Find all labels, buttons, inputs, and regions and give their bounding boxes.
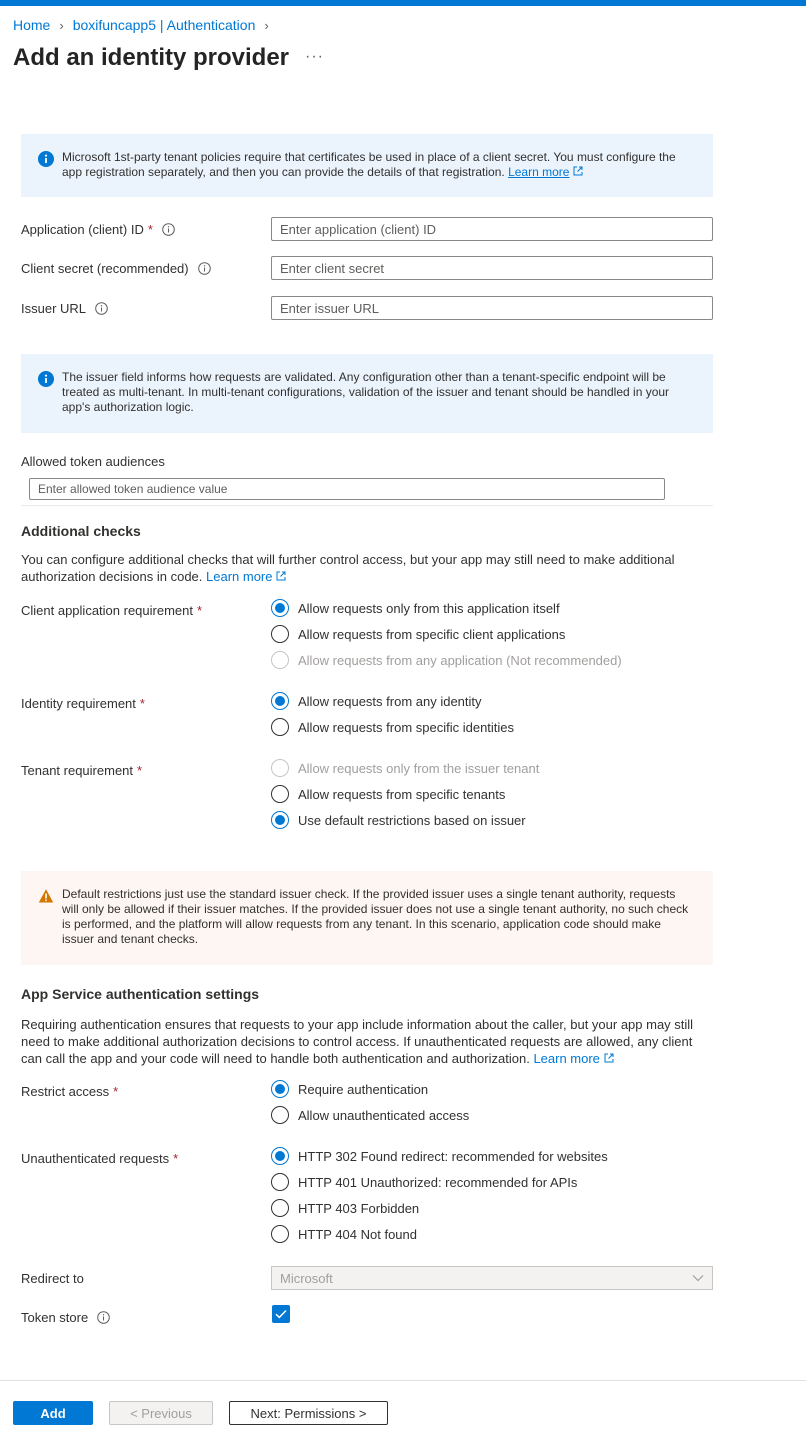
radio-label: Allow requests only from this application itself	[298, 600, 560, 616]
redirect-to-label: Redirect to	[21, 1271, 84, 1286]
app-service-auth-description	[21, 1016, 711, 1067]
radio-http-401[interactable]	[271, 1173, 577, 1191]
external-link-icon	[573, 166, 583, 176]
radio-http-302[interactable]	[271, 1147, 608, 1165]
radio-label: Allow unauthenticated access	[298, 1107, 470, 1123]
radio-label: Allow requests from any identity	[298, 693, 482, 709]
unauthenticated-requests-label	[21, 1151, 178, 1166]
next-permissions-button[interactable]: Next: Permissions >	[229, 1401, 388, 1425]
token-store-checkbox[interactable]	[272, 1305, 290, 1323]
chevron-down-icon	[692, 1274, 704, 1282]
radio-circle	[271, 718, 289, 736]
radio-circle	[271, 1080, 289, 1098]
checkmark-icon	[275, 1309, 287, 1319]
radio-circle	[271, 1106, 289, 1124]
radio-allow-unauthenticated[interactable]	[271, 1106, 469, 1124]
restrict-access-label	[21, 1084, 118, 1099]
token-audiences-label: Allowed token audiences	[21, 454, 165, 469]
issuer-url-input[interactable]	[271, 296, 713, 320]
radio-client-app-specific[interactable]	[271, 625, 565, 643]
app-service-auth-title: App Service authentication settings	[21, 986, 260, 1002]
warning-banner-text: Default restrictions just use the standard issuer check. If the provided issuer uses a single tenant authority, requests will only be allowed if their issuer matches. If the provided issuer does not use a single tenant authority, no such check is performed, and the platform will allow requests from any tenant. In this scenario, application code should make issuer and tenant checks.	[62, 887, 689, 946]
additional-checks-title: Additional checks	[21, 523, 141, 539]
radio-client-app-any	[271, 651, 622, 669]
required-marker: *	[147, 222, 153, 237]
app-service-auth-text: Requiring authentication ensures that requests to your app include information about the caller, but your app may still need to make additional authorization decisions to control access. If unauthenticated requests are allowed, any client can call the app and your code will need to handle both authentication and authorization.	[21, 1017, 694, 1066]
required-marker: *	[113, 1084, 119, 1099]
redirect-to-value: Microsoft	[280, 1270, 333, 1286]
issuer-url-label	[21, 301, 108, 316]
external-link-icon	[604, 1053, 614, 1063]
chevron-right-icon: ›	[264, 17, 269, 33]
info-banner-text: The issuer field informs how requests are validated. Any configuration other than a tenant-specific endpoint will be treated as multi-tenant. In multi-tenant configurations, validation of the issuer and tenant should be handled in your app's authorization logic.	[62, 370, 670, 414]
identity-requirement-label	[21, 696, 145, 711]
learn-more-link[interactable]: Learn more	[508, 165, 570, 179]
required-marker: *	[173, 1151, 179, 1166]
client-app-requirement-text: Client application requirement	[21, 603, 193, 618]
client-id-label-text: Application (client) ID	[21, 222, 144, 237]
radio-identity-any[interactable]	[271, 692, 482, 710]
more-options-icon[interactable]: ···	[305, 48, 324, 65]
radio-http-403[interactable]	[271, 1199, 419, 1217]
radio-circle	[271, 759, 289, 777]
footer-divider	[0, 1380, 806, 1381]
radio-circle	[271, 625, 289, 643]
radio-label: Allow requests from any application (Not recommended)	[298, 652, 622, 668]
info-tooltip-icon[interactable]	[95, 302, 108, 315]
radio-label: Allow requests from specific tenants	[298, 786, 506, 802]
learn-more-link[interactable]: Learn more	[533, 1051, 600, 1066]
radio-circle	[271, 599, 289, 617]
radio-circle	[271, 1147, 289, 1165]
breadcrumb-home[interactable]: Home	[13, 17, 51, 33]
token-store-label	[21, 1310, 110, 1325]
radio-tenant-default[interactable]	[271, 811, 526, 829]
top-accent-bar	[0, 0, 806, 6]
add-button[interactable]: Add	[13, 1401, 93, 1425]
radio-circle	[271, 651, 289, 669]
radio-circle	[271, 1225, 289, 1243]
client-id-input[interactable]	[271, 217, 713, 241]
required-marker: *	[139, 696, 145, 711]
client-app-requirement-label	[21, 603, 202, 618]
restrict-access-text: Restrict access	[21, 1084, 110, 1099]
required-marker: *	[137, 763, 143, 778]
info-icon	[38, 371, 54, 387]
radio-circle	[271, 1173, 289, 1191]
identity-requirement-text: Identity requirement	[21, 696, 136, 711]
chevron-right-icon: ›	[59, 17, 64, 33]
radio-label: Use default restrictions based on issuer	[298, 812, 526, 828]
divider	[21, 505, 713, 506]
radio-require-authentication[interactable]	[271, 1080, 428, 1098]
radio-label: Allow requests from specific identities	[298, 719, 515, 735]
client-secret-label-text: Client secret (recommended)	[21, 261, 189, 276]
tenant-requirement-label	[21, 763, 142, 778]
info-banner-certificates	[21, 134, 713, 197]
radio-label: HTTP 404 Not found	[298, 1226, 417, 1242]
info-tooltip-icon[interactable]	[198, 262, 211, 275]
radio-label: Allow requests only from the issuer tenant	[298, 760, 540, 776]
breadcrumb	[13, 17, 278, 33]
radio-label: Allow requests from specific client applications	[298, 626, 566, 642]
info-banner-text: Microsoft 1st-party tenant policies require that certificates be used in place of a client secret. You must configure the app registration separately, and then you can provide the details of that registration.	[62, 150, 676, 179]
client-id-label	[21, 222, 175, 237]
additional-checks-description	[21, 551, 711, 585]
radio-circle	[271, 785, 289, 803]
unauthenticated-requests-text: Unauthenticated requests	[21, 1151, 170, 1166]
warning-icon	[38, 888, 54, 904]
radio-label: HTTP 302 Found redirect: recommended for websites	[298, 1148, 608, 1164]
client-secret-label	[21, 261, 211, 276]
radio-circle	[271, 1199, 289, 1217]
radio-label: HTTP 403 Forbidden	[298, 1200, 420, 1216]
breadcrumb-app[interactable]: boxifuncapp5 | Authentication	[72, 17, 256, 33]
radio-client-app-this-app[interactable]	[271, 599, 560, 617]
additional-checks-text: You can configure additional checks that will further control access, but your app may still need to make additional authorization decisions in code.	[21, 552, 675, 584]
radio-circle	[271, 692, 289, 710]
required-marker: *	[196, 603, 203, 618]
warning-banner	[21, 871, 713, 965]
learn-more-link[interactable]: Learn more	[206, 569, 273, 584]
radio-tenant-specific[interactable]	[271, 785, 505, 803]
radio-circle	[271, 811, 289, 829]
token-audience-input[interactable]	[29, 478, 665, 500]
info-tooltip-icon[interactable]	[162, 223, 175, 236]
info-icon	[38, 151, 54, 167]
radio-http-404[interactable]	[271, 1225, 417, 1243]
radio-label: HTTP 401 Unauthorized: recommended for APIs	[298, 1174, 578, 1190]
client-secret-input[interactable]	[271, 256, 713, 280]
previous-button: < Previous	[109, 1401, 213, 1425]
page-title: Add an identity provider	[13, 44, 290, 71]
external-link-icon	[276, 571, 286, 581]
issuer-url-label-text: Issuer URL	[21, 301, 87, 316]
radio-identity-specific[interactable]	[271, 718, 514, 736]
tenant-requirement-text: Tenant requirement	[21, 763, 134, 778]
token-store-text: Token store	[21, 1310, 89, 1325]
radio-tenant-issuer	[271, 759, 539, 777]
redirect-to-dropdown	[271, 1266, 713, 1290]
info-banner-issuer	[21, 354, 713, 433]
info-tooltip-icon[interactable]	[97, 1311, 110, 1324]
radio-label: Require authentication	[298, 1081, 429, 1097]
